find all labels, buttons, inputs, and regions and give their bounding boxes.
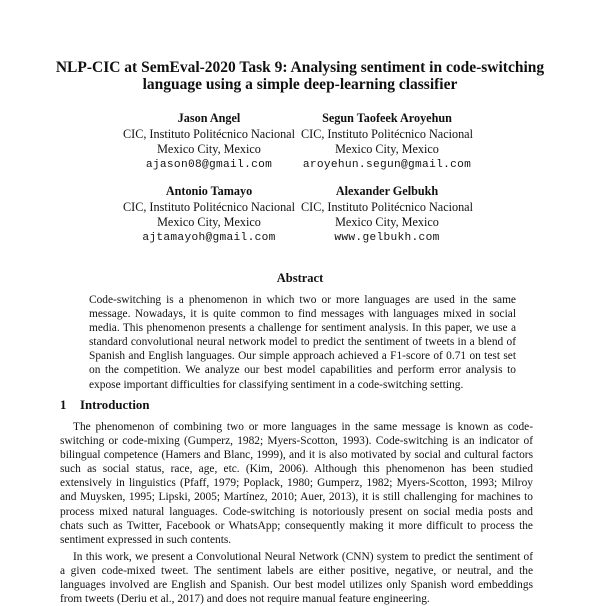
author-email: ajason08@gmail.com (145, 158, 273, 171)
paper-title (40, 59, 560, 93)
author-affiliation: CIC, Instituto Politécnico Nacional (123, 199, 295, 214)
section-number: 1 (60, 398, 67, 412)
section-heading (60, 398, 149, 413)
title-line-2: language using a simple deep-learning classifier (142, 76, 458, 93)
author-location: Mexico City, Mexico (335, 142, 439, 156)
author-name: Jason Angel (177, 111, 241, 125)
author-email: aroyehun.segun@gmail.com (302, 158, 472, 171)
author-name: Segun Taofeek Aroyehun (322, 111, 452, 125)
author-affiliation: CIC, Instituto Politécnico Nacional (123, 126, 295, 141)
author-name: Alexander Gelbukh (335, 184, 439, 198)
author-block (262, 184, 512, 246)
abstract-heading: Abstract (276, 271, 324, 285)
author-name: Antonio Tamayo (165, 184, 253, 198)
author-location: Mexico City, Mexico (157, 142, 261, 156)
paragraph: The phenomenon of combining two or more languages in the same message is known as code-switching or code-mixing (Gumperz, 1982; Myers-Scotton, 1993). Code-switching is an indicator of bilingual competence (Hamers and Blanc, 1999), and it is also motivated by social and cultural factors such as social status, race, age, etc. (Kim, 2006). Although this phenomenon has been studied extensively in linguistics (Pfaff, 1979; Poplack, 1980; Gumperz, 1982; Myers-Scotton, 1993; Milroy and Muysken, 1995; Lipski, 2005; Martínez, 2010; Auer, 2013), it is still challenging for machines to process mixed natural languages. Code-switching is notoriously present on social media posts and chats such as Twitter, Facebook or WhatsApp; consequently making it more difficult to process the sentiment expressed in such contents. (60, 421, 533, 546)
abstract-text: Code-switching is a phenomenon in which two or more languages are used in the same message. Nowadays, it is quite common to find messages with languages mixed in social media. This phenomenon presents a challenge for sentiment analysis. In this paper, we use a standard convolutional neural network model to predict the sentiment of tweets in a blend of Spanish and English languages. Our simple approach achieved a F1-score of 0.71 on test set on the competition. We analyze our best model capabilities and perform error analysis to expose important difficulties for classifying sentiment in a code-switching setting. (89, 294, 516, 391)
title-line-1: NLP-CIC at SemEval-2020 Task 9: Analysing sentiment in code-switching (55, 59, 545, 76)
section-body (60, 420, 533, 606)
author-block (262, 111, 512, 173)
paragraph: In this work, we present a Convolutional Neural Network (CNN) system to predict the sentiment of a given code-mixed tweet. The sentiment labels are either positive, negative, or neutral, and the languages involved are English and Spanish. Our best model utilizes only Spanish word embeddings from tweets (Deriu et al., 2017) and does not require manual feature engineering. (60, 550, 533, 606)
section-title: Introduction (80, 398, 150, 412)
author-location: Mexico City, Mexico (157, 215, 261, 229)
author-affiliation: CIC, Instituto Politécnico Nacional (301, 199, 473, 214)
author-affiliation: CIC, Instituto Politécnico Nacional (301, 126, 473, 141)
author-location: Mexico City, Mexico (335, 215, 439, 229)
author-website: www.gelbukh.com (334, 231, 440, 244)
author-email: ajtamayoh@gmail.com (142, 231, 276, 244)
